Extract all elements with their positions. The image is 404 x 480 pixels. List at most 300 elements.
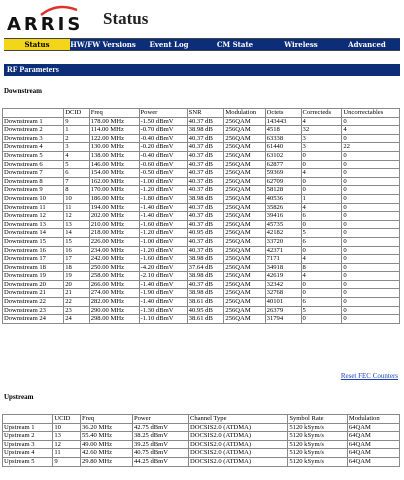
downstream-cell: 0 [301, 280, 342, 289]
downstream-cell: 256QAM [224, 117, 265, 126]
downstream-cell: 194.00 MHz [89, 203, 139, 212]
upstream-cell: 5120 kSym/s [288, 457, 348, 466]
downstream-cell: -1.90 dBmV [139, 289, 187, 298]
downstream-cell: 4 [301, 255, 342, 264]
downstream-cell: -0.60 dBmV [139, 160, 187, 169]
downstream-cell: Downstream 8 [3, 177, 64, 186]
downstream-cell: 0 [342, 186, 400, 195]
downstream-heading: Downstream [4, 87, 42, 95]
downstream-cell: 0 [342, 212, 400, 221]
downstream-cell: 3 [301, 134, 342, 143]
header [0, 0, 404, 38]
downstream-cell: 63102 [265, 151, 301, 160]
downstream-cell: Downstream 18 [3, 263, 64, 272]
upstream-header-row [3, 415, 400, 424]
downstream-cell: Downstream 10 [3, 194, 64, 203]
downstream-cell: 154.00 MHz [89, 169, 139, 178]
upstream-col-header: Modulation [347, 415, 399, 424]
downstream-cell: 256QAM [224, 280, 265, 289]
downstream-cell: 18 [64, 263, 90, 272]
downstream-cell: 9 [64, 117, 90, 126]
upstream-cell: 42.75 dBmV [132, 423, 188, 432]
upstream-cell: Upstream 5 [3, 457, 53, 466]
downstream-cell: 40.95 dB [187, 306, 224, 315]
downstream-cell: 256QAM [224, 203, 265, 212]
upstream-cell: 49.00 MHz [80, 440, 132, 449]
downstream-cell: 40.37 dB [187, 143, 224, 152]
downstream-cell: 143443 [265, 117, 301, 126]
downstream-row [3, 298, 400, 307]
downstream-cell: 0 [342, 160, 400, 169]
downstream-cell: 24 [64, 315, 90, 324]
downstream-cell: 178.00 MHz [89, 117, 139, 126]
downstream-cell: -1.40 dBmV [139, 203, 187, 212]
section-title: RF Parameters [4, 64, 400, 76]
downstream-cell: 256QAM [224, 194, 265, 203]
downstream-cell: 4 [64, 151, 90, 160]
upstream-cell: Upstream 2 [3, 432, 53, 441]
downstream-cell: 256QAM [224, 306, 265, 315]
upstream-cell: 55.40 MHz [80, 432, 132, 441]
downstream-cell: 186.00 MHz [89, 194, 139, 203]
downstream-cell: 0 [342, 220, 400, 229]
downstream-cell: Downstream 22 [3, 298, 64, 307]
downstream-cell: Downstream 9 [3, 186, 64, 195]
downstream-cell: 0 [342, 315, 400, 324]
downstream-cell: 0 [301, 160, 342, 169]
downstream-cell: 5 [301, 306, 342, 315]
upstream-col-header [3, 415, 53, 424]
downstream-cell: -2.10 dBmV [139, 272, 187, 281]
upstream-cell: 36.20 MHz [80, 423, 132, 432]
downstream-cell: 7 [64, 177, 90, 186]
upstream-cell: 40.75 dBmV [132, 449, 188, 458]
downstream-cell: 38.98 dB [187, 194, 224, 203]
downstream-cell: 40.37 dB [187, 117, 224, 126]
downstream-cell: 14 [64, 229, 90, 238]
downstream-cell: 4 [301, 169, 342, 178]
downstream-row [3, 126, 400, 135]
downstream-cell: 242.00 MHz [89, 255, 139, 264]
downstream-cell: 256QAM [224, 134, 265, 143]
downstream-cell: 0 [342, 203, 400, 212]
downstream-col-header: Freq [89, 109, 139, 118]
downstream-cell: 19 [64, 272, 90, 281]
downstream-cell: 274.00 MHz [89, 289, 139, 298]
downstream-cell: 42371 [265, 246, 301, 255]
downstream-cell: 22 [64, 298, 90, 307]
downstream-cell: 0 [342, 117, 400, 126]
downstream-cell: 6 [301, 298, 342, 307]
downstream-cell: 266.00 MHz [89, 280, 139, 289]
downstream-cell: 40.37 dB [187, 134, 224, 143]
downstream-cell: -1.30 dBmV [139, 306, 187, 315]
downstream-cell: 122.00 MHz [89, 134, 139, 143]
downstream-cell: 256QAM [224, 246, 265, 255]
upstream-cell: Upstream 3 [3, 440, 53, 449]
downstream-cell: 4 [342, 126, 400, 135]
downstream-cell: 38.98 dB [187, 126, 224, 135]
downstream-cell: 37.64 dB [187, 263, 224, 272]
upstream-cell: 5120 kSym/s [288, 432, 348, 441]
upstream-cell: 64QAM [347, 440, 399, 449]
downstream-row [3, 220, 400, 229]
downstream-cell: 35826 [265, 203, 301, 212]
downstream-cell: 40.37 dB [187, 203, 224, 212]
downstream-cell: 256QAM [224, 186, 265, 195]
downstream-cell: 34918 [265, 263, 301, 272]
downstream-cell: 40.37 dB [187, 151, 224, 160]
downstream-cell: 256QAM [224, 177, 265, 186]
downstream-cell: 17 [64, 255, 90, 264]
downstream-row [3, 272, 400, 281]
downstream-cell: 0 [301, 151, 342, 160]
downstream-cell: 58128 [265, 186, 301, 195]
upstream-cell: 44.25 dBmV [132, 457, 188, 466]
upstream-cell: 42.60 MHz [80, 449, 132, 458]
downstream-row [3, 194, 400, 203]
downstream-cell: 0 [342, 272, 400, 281]
downstream-cell: 39416 [265, 212, 301, 221]
downstream-cell: 256QAM [224, 169, 265, 178]
upstream-cell: 5120 kSym/s [288, 440, 348, 449]
downstream-cell: 32768 [265, 289, 301, 298]
downstream-header-row [3, 109, 400, 118]
downstream-cell: 282.00 MHz [89, 298, 139, 307]
downstream-cell: 33720 [265, 237, 301, 246]
downstream-cell: 40.37 dB [187, 220, 224, 229]
downstream-col-header: Octets [265, 109, 301, 118]
downstream-cell: 1 [64, 126, 90, 135]
downstream-cell: 12 [64, 212, 90, 221]
upstream-table [2, 414, 400, 467]
upstream-cell: 10 [53, 423, 81, 432]
downstream-cell: Downstream 3 [3, 134, 64, 143]
downstream-cell: 130.00 MHz [89, 143, 139, 152]
downstream-cell: Downstream 14 [3, 229, 64, 238]
downstream-cell: -1.80 dBmV [139, 194, 187, 203]
downstream-cell: 138.00 MHz [89, 151, 139, 160]
downstream-cell: 4518 [265, 126, 301, 135]
downstream-cell: 258.00 MHz [89, 272, 139, 281]
downstream-cell: Downstream 12 [3, 212, 64, 221]
downstream-cell: 256QAM [224, 289, 265, 298]
downstream-table [2, 108, 400, 324]
downstream-cell: 4 [301, 272, 342, 281]
downstream-cell: 256QAM [224, 255, 265, 264]
downstream-cell: Downstream 4 [3, 143, 64, 152]
downstream-cell: 23 [64, 306, 90, 315]
downstream-row [3, 246, 400, 255]
downstream-cell: -0.50 dBmV [139, 169, 187, 178]
downstream-cell: 256QAM [224, 151, 265, 160]
page-title: Status [103, 9, 149, 28]
downstream-cell: 26379 [265, 306, 301, 315]
downstream-cell: 22 [342, 143, 400, 152]
downstream-cell: 32342 [265, 280, 301, 289]
downstream-cell: 40.37 dB [187, 177, 224, 186]
downstream-cell: 0 [342, 194, 400, 203]
downstream-cell: 202.00 MHz [89, 212, 139, 221]
downstream-col-header: Uncorrectables [342, 109, 400, 118]
downstream-row [3, 160, 400, 169]
upstream-cell: DOCSIS2.0 (ATDMA) [188, 457, 287, 466]
downstream-cell: -4.20 dBmV [139, 263, 187, 272]
downstream-cell: 40.37 dB [187, 160, 224, 169]
upstream-row [3, 432, 400, 441]
downstream-cell: 20 [64, 280, 90, 289]
downstream-row [3, 306, 400, 315]
downstream-cell: -1.20 dBmV [139, 246, 187, 255]
downstream-cell: -1.40 dBmV [139, 298, 187, 307]
downstream-row [3, 151, 400, 160]
downstream-cell: 0 [301, 315, 342, 324]
downstream-row [3, 134, 400, 143]
upstream-cell: 13 [53, 432, 81, 441]
tab-event-log[interactable]: Event Log [149, 40, 189, 49]
downstream-cell: 290.00 MHz [89, 306, 139, 315]
downstream-cell: -1.10 dBmV [139, 315, 187, 324]
upstream-col-header: Symbol Rate [288, 415, 348, 424]
upstream-row [3, 457, 400, 466]
upstream-cell: 11 [53, 449, 81, 458]
tab-advanced[interactable]: Advanced [348, 40, 386, 49]
downstream-col-header: Power [139, 109, 187, 118]
downstream-row [3, 143, 400, 152]
downstream-cell: 256QAM [224, 237, 265, 246]
downstream-cell: Downstream 1 [3, 117, 64, 126]
tab-status[interactable]: Status [4, 39, 70, 50]
downstream-cell: 42182 [265, 229, 301, 238]
downstream-cell: 10 [64, 194, 90, 203]
upstream-cell: DOCSIS2.0 (ATDMA) [188, 432, 287, 441]
tab-hw-fw-versions[interactable]: HW/FW Versions [70, 40, 136, 49]
downstream-cell: 162.00 MHz [89, 177, 139, 186]
downstream-cell: Downstream 2 [3, 126, 64, 135]
downstream-cell: 63338 [265, 134, 301, 143]
upstream-col-header: Channel Type [188, 415, 287, 424]
downstream-row [3, 263, 400, 272]
downstream-cell: 5 [64, 160, 90, 169]
main-nav [4, 38, 400, 51]
upstream-cell: 64QAM [347, 423, 399, 432]
downstream-row [3, 289, 400, 298]
downstream-cell: 4 [301, 117, 342, 126]
downstream-col-header: SNR [187, 109, 224, 118]
downstream-cell: Downstream 23 [3, 306, 64, 315]
downstream-cell: 40.37 dB [187, 186, 224, 195]
downstream-cell: 6 [64, 169, 90, 178]
downstream-cell: Downstream 15 [3, 237, 64, 246]
downstream-cell: 0 [342, 263, 400, 272]
downstream-cell: 3 [64, 143, 90, 152]
downstream-cell: 40.37 dB [187, 280, 224, 289]
upstream-cell: DOCSIS2.0 (ATDMA) [188, 440, 287, 449]
upstream-cell: 38.25 dBmV [132, 432, 188, 441]
downstream-cell: 61440 [265, 143, 301, 152]
downstream-cell: 40101 [265, 298, 301, 307]
downstream-cell: -1.60 dBmV [139, 220, 187, 229]
downstream-col-header: Correcteds [301, 109, 342, 118]
downstream-cell: 0 [342, 280, 400, 289]
downstream-cell: 6 [301, 212, 342, 221]
downstream-cell: 0 [342, 229, 400, 238]
upstream-col-header: UCID [53, 415, 81, 424]
downstream-cell: -1.60 dBmV [139, 255, 187, 264]
downstream-row [3, 255, 400, 264]
downstream-cell: 7171 [265, 255, 301, 264]
downstream-cell: 0 [342, 246, 400, 255]
tab-wireless[interactable]: Wireless [284, 40, 318, 49]
downstream-cell: 0 [342, 177, 400, 186]
downstream-cell: 298.00 MHz [89, 315, 139, 324]
downstream-cell: 170.00 MHz [89, 186, 139, 195]
downstream-cell: -1.40 dBmV [139, 212, 187, 221]
upstream-cell: 9 [53, 457, 81, 466]
upstream-cell: 5120 kSym/s [288, 449, 348, 458]
downstream-cell: 250.00 MHz [89, 263, 139, 272]
downstream-cell: 2 [64, 134, 90, 143]
upstream-cell: 64QAM [347, 457, 399, 466]
downstream-cell: -0.70 dBmV [139, 126, 187, 135]
downstream-cell: 114.00 MHz [89, 126, 139, 135]
upstream-row [3, 440, 400, 449]
downstream-cell: -0.40 dBmV [139, 134, 187, 143]
downstream-cell: 4 [301, 203, 342, 212]
downstream-cell: 62877 [265, 160, 301, 169]
downstream-cell: 40.95 dB [187, 229, 224, 238]
downstream-cell: 0 [342, 134, 400, 143]
downstream-cell: -1.20 dBmV [139, 186, 187, 195]
downstream-cell: 256QAM [224, 212, 265, 221]
downstream-cell: 0 [342, 237, 400, 246]
downstream-cell: 16 [64, 246, 90, 255]
upstream-cell: 29.80 MHz [80, 457, 132, 466]
downstream-cell: 256QAM [224, 263, 265, 272]
downstream-row [3, 237, 400, 246]
downstream-cell: Downstream 20 [3, 280, 64, 289]
downstream-cell: 210.00 MHz [89, 220, 139, 229]
downstream-cell: 0 [301, 289, 342, 298]
downstream-cell: 256QAM [224, 126, 265, 135]
downstream-cell: 40.37 dB [187, 237, 224, 246]
downstream-cell: 0 [342, 289, 400, 298]
upstream-cell: DOCSIS2.0 (ATDMA) [188, 449, 287, 458]
downstream-row [3, 186, 400, 195]
downstream-cell: 218.00 MHz [89, 229, 139, 238]
upstream-cell: 39.25 dBmV [132, 440, 188, 449]
downstream-cell: -1.00 dBmV [139, 237, 187, 246]
downstream-cell: 256QAM [224, 229, 265, 238]
upstream-heading: Upstream [4, 393, 34, 401]
downstream-cell: Downstream 5 [3, 151, 64, 160]
downstream-cell: Downstream 7 [3, 169, 64, 178]
downstream-cell: Downstream 6 [3, 160, 64, 169]
downstream-cell: 15 [64, 237, 90, 246]
downstream-cell: 38.61 dB [187, 315, 224, 324]
upstream-cell: Upstream 4 [3, 449, 53, 458]
downstream-cell: 21 [64, 289, 90, 298]
downstream-cell: 226.00 MHz [89, 237, 139, 246]
downstream-cell: 6 [301, 237, 342, 246]
downstream-cell: -1.00 dBmV [139, 177, 187, 186]
downstream-cell: 256QAM [224, 272, 265, 281]
downstream-cell: 40536 [265, 194, 301, 203]
downstream-cell: 62709 [265, 177, 301, 186]
downstream-cell: Downstream 21 [3, 289, 64, 298]
upstream-col-header: Power [132, 415, 188, 424]
downstream-col-header [3, 109, 64, 118]
downstream-cell: Downstream 11 [3, 203, 64, 212]
downstream-row [3, 169, 400, 178]
downstream-cell: 38.61 dB [187, 298, 224, 307]
downstream-cell: 5 [301, 229, 342, 238]
upstream-cell: 12 [53, 440, 81, 449]
downstream-cell: -0.40 dBmV [139, 151, 187, 160]
downstream-row [3, 117, 400, 126]
downstream-cell: 31794 [265, 315, 301, 324]
downstream-cell: 42619 [265, 272, 301, 281]
downstream-cell: 256QAM [224, 143, 265, 152]
downstream-cell: Downstream 13 [3, 220, 64, 229]
downstream-cell: 1 [301, 194, 342, 203]
upstream-cell: 64QAM [347, 449, 399, 458]
upstream-cell: 5120 kSym/s [288, 423, 348, 432]
downstream-cell: 8 [64, 186, 90, 195]
downstream-cell: 40.37 dB [187, 212, 224, 221]
upstream-col-header: Freq [80, 415, 132, 424]
downstream-col-header: DCID [64, 109, 90, 118]
brand-name: ARRIS [7, 14, 84, 35]
downstream-cell: 0 [301, 246, 342, 255]
reset-fec-counters-link[interactable]: Reset FEC Counters [340, 372, 398, 380]
upstream-cell: 64QAM [347, 432, 399, 441]
downstream-cell: 3 [301, 143, 342, 152]
downstream-cell: 0 [301, 186, 342, 195]
downstream-cell: 59369 [265, 169, 301, 178]
downstream-cell: 0 [342, 298, 400, 307]
downstream-row [3, 229, 400, 238]
downstream-cell: 0 [342, 169, 400, 178]
downstream-cell: Downstream 16 [3, 246, 64, 255]
downstream-cell: -1.20 dBmV [139, 229, 187, 238]
downstream-cell: 0 [342, 255, 400, 264]
downstream-cell: 0 [342, 151, 400, 160]
downstream-cell: -1.40 dBmV [139, 280, 187, 289]
tab-cm-state[interactable]: CM State [216, 40, 254, 49]
downstream-cell: Downstream 19 [3, 272, 64, 281]
downstream-cell: 256QAM [224, 315, 265, 324]
upstream-cell: Upstream 1 [3, 423, 53, 432]
downstream-cell: 40.37 dB [187, 246, 224, 255]
downstream-cell: 146.00 MHz [89, 160, 139, 169]
downstream-row [3, 203, 400, 212]
downstream-cell: 256QAM [224, 298, 265, 307]
downstream-cell: Downstream 17 [3, 255, 64, 264]
downstream-cell: 234.00 MHz [89, 246, 139, 255]
downstream-cell: 0 [301, 220, 342, 229]
downstream-cell: 40.37 dB [187, 169, 224, 178]
upstream-row [3, 449, 400, 458]
downstream-cell: 38.98 dB [187, 289, 224, 298]
downstream-row [3, 212, 400, 221]
downstream-cell: -1.50 dBmV [139, 117, 187, 126]
downstream-cell: 256QAM [224, 220, 265, 229]
downstream-cell: 38.98 dB [187, 272, 224, 281]
downstream-cell: 38.98 dB [187, 255, 224, 264]
downstream-cell: -0.20 dBmV [139, 143, 187, 152]
downstream-row [3, 177, 400, 186]
